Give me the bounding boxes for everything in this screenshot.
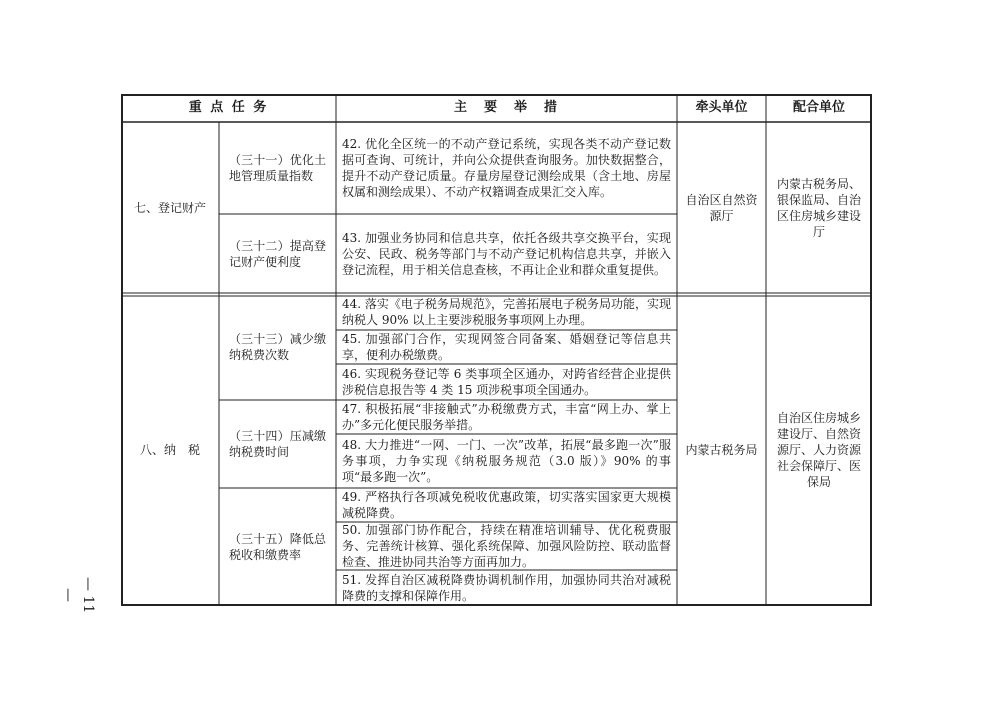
measure-51: 51. 发挥自治区减税降费协调机制作用，加强协同共治对减税降费的支撑和保障作用。 — [342, 573, 671, 603]
subtask-34: （三十四）压减缴纳税费时间 — [229, 429, 326, 459]
header-coop-unit: 配合单位 — [792, 100, 845, 115]
page-number: — 11 — — [60, 576, 96, 614]
subtask-35: （三十五）降低总税收和缴费率 — [229, 532, 326, 562]
header-key-task: 重 点 任 务 — [188, 100, 269, 115]
measure-42: 42. 优化全区统一的不动产登记系统，实现各类不动产登记数据可查询、可统计，并向公众提供查询服务。加快数据整合，提升不动产登记质量。存量房屋登记测绘成果（含土地、房屋权属和测绘成果）、不动产权籍调查成果汇交入库。 — [342, 137, 671, 199]
coop-unit-registering-property: 内蒙古税务局、银保监局、自治区住房城乡建设厅 — [776, 177, 861, 239]
subtask-33: （三十三）减少缴纳税费次数 — [229, 332, 326, 362]
measure-45: 45. 加强部门合作，实现网签合同备案、婚姻登记等信息共享，便利办税缴费。 — [342, 332, 671, 362]
measure-44: 44. 落实《电子税务局规范》，完善拓展电子税务局功能，实现纳税人 90% 以上主要涉税服务事项网上办理。 — [342, 297, 671, 327]
subtask-31: （三十一）优化土地管理质量指数 — [229, 153, 326, 183]
measure-46: 46. 实现税务登记等 6 类事项全区通办，对跨省经营企业提供涉税信息报告等 4 类 15 项涉税事项全国通办。 — [342, 367, 671, 397]
lead-unit-paying-taxes: 内蒙古税务局 — [685, 443, 758, 457]
table-grid-lines — [121, 94, 872, 606]
header-main-measures: 主 要 举 措 — [453, 100, 559, 115]
measure-49: 49. 严格执行各项减免税收优惠政策，切实落实国家更大规模减税降费。 — [342, 490, 671, 520]
measure-47: 47. 积极拓展“非接触式”办税缴费方式，丰富“网上办、掌上办”多元化便民服务举措。 — [342, 402, 671, 432]
header-lead-unit: 牵头单位 — [695, 100, 748, 115]
lead-unit-registering-property: 自治区自然资源厅 — [685, 193, 758, 223]
measure-43: 43. 加强业务协同和信息共享，依托各级共享交换平台，实现公安、民政、税务等部门与不动产登记机构信息共享，并嵌入登记流程，用于相关信息查核，不再让企业和群众重复提供。 — [342, 231, 671, 277]
measure-48: 48. 大力推进“一网、一门、一次”改革，拓展“最多跑一次”服务事项，力争实现《纳税服务规范（3.0 版）》90% 的事项“最多跑一次”。 — [342, 438, 671, 484]
measure-50: 50. 加强部门协作配合，持续在精准培训辅导、优化税费服务、完善统计核算、强化系统保障、加强风险防控、联动监督检查、推进协同共治等方面再加力。 — [342, 523, 671, 569]
category-registering-property: 七、登记财产 — [133, 201, 206, 215]
category-paying-taxes: 八、纳 税 — [139, 443, 200, 457]
subtask-32: （三十二）提高登记财产便利度 — [229, 239, 326, 269]
coop-unit-paying-taxes: 自治区住房城乡建设厅、自然资源厅、人力资源社会保障厅、医保局 — [776, 411, 861, 489]
